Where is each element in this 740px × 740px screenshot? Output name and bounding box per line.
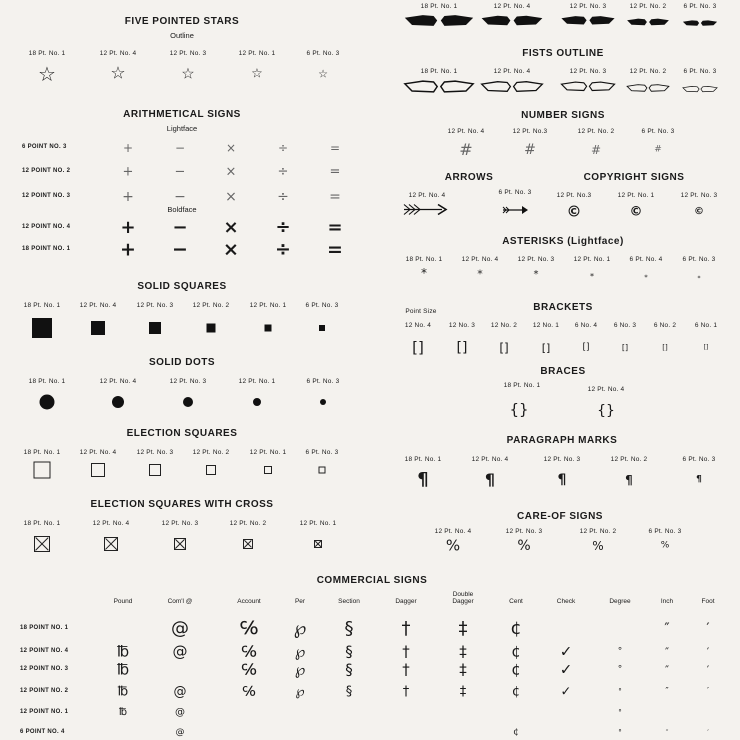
asterisk-label: 12 Pt. No. 1 xyxy=(573,256,611,263)
commercial-sign-icon: ″ xyxy=(665,686,669,697)
commercial-sign-icon: ℅ xyxy=(241,660,257,679)
commercial-sign-icon: ′ xyxy=(706,621,710,637)
copyright-icon: © xyxy=(694,206,704,217)
arith-sign-icon: + xyxy=(122,141,134,155)
bracket-label: 12 No. 4 xyxy=(404,322,432,329)
arith-sign-icon: = xyxy=(327,238,343,261)
commercial-sign-icon: § xyxy=(345,684,353,700)
commercial-sign-icon: ℔ xyxy=(118,707,128,718)
bracket-label: 6 No. 2 xyxy=(653,322,677,329)
commercial-sign-icon: † xyxy=(402,684,410,700)
star-size-label: 12 Pt. No. 4 xyxy=(99,50,137,57)
bracket-icon: [] xyxy=(703,344,709,351)
brace-icon: {} xyxy=(597,403,615,419)
asterisk-icon: * xyxy=(533,269,539,281)
commercial-row-label: 12 POINT NO. 1 xyxy=(20,709,69,715)
brace-icon: {} xyxy=(509,400,529,419)
copyright-icon: © xyxy=(629,204,643,220)
care-of-label: 6 Pt. No. 3 xyxy=(648,528,682,535)
commercial-sign-icon: ‡ xyxy=(459,684,467,700)
commercial-row-label: 12 POINT NO. 2 xyxy=(20,688,69,694)
bracket-label: 6 No. 3 xyxy=(613,322,637,329)
copyright-label: 12 Pt. No. 1 xyxy=(617,192,655,199)
arith-sign-icon: × xyxy=(225,164,237,180)
election-cross-icon xyxy=(243,539,253,549)
commercial-sign-icon: ℘ xyxy=(293,618,307,639)
commercial-sign-icon: ‡ xyxy=(458,618,468,639)
arrow-label: 12 Pt. No. 4 xyxy=(408,192,446,199)
commercial-sign-icon: ¢ xyxy=(510,618,522,639)
star-outline-icon: ☆ xyxy=(318,67,328,81)
arith-sign-icon: × xyxy=(223,217,239,238)
care-of-label: 12 Pt. No. 4 xyxy=(434,528,472,535)
commercial-col-header: Dagger xyxy=(395,598,417,605)
solid-square-icon xyxy=(32,318,52,338)
election-title: ELECTION SQUARES xyxy=(126,428,238,439)
fist-outline-label: 12 Pt. No. 2 xyxy=(629,68,667,75)
bracket-icon: [] xyxy=(541,341,551,355)
fist-outline-icon xyxy=(478,79,546,98)
commercial-col-header: Pound xyxy=(113,598,133,605)
careof-title: CARE-OF SIGNS xyxy=(517,511,603,522)
arith-sign-icon: = xyxy=(329,189,341,205)
commercial-row-label: 12 POINT NO. 3 xyxy=(20,666,69,672)
arith-sign-icon: + xyxy=(120,238,136,261)
arith-sign-icon: ÷ xyxy=(277,189,289,205)
arith-row-label: 18 POINT NO. 1 xyxy=(22,246,71,252)
arith-sub-boldface: Boldface xyxy=(167,205,197,214)
care-of-label: 12 Pt. No. 3 xyxy=(505,528,543,535)
commercial-sign-icon: ¢ xyxy=(511,684,521,700)
election-cross-icon xyxy=(314,540,322,548)
number-sign-icon: # xyxy=(654,144,662,155)
brace-label: 12 Pt. No. 4 xyxy=(587,386,625,393)
arith-sign-icon: + xyxy=(122,189,134,205)
star-outline-icon: ☆ xyxy=(181,64,195,83)
fist-solid-icon xyxy=(624,14,672,32)
election-square-icon xyxy=(91,463,105,477)
commercial-sign-icon: ℅ xyxy=(239,618,259,639)
fist-outline-icon xyxy=(680,80,720,98)
bracket-icon: [] xyxy=(662,343,668,352)
election-cross-label: 12 Pt. No. 2 xyxy=(229,520,267,527)
commercial-sign-icon: ℅ xyxy=(241,642,257,661)
arith-sign-icon: × xyxy=(225,141,237,155)
care-of-label: 12 Pt. No. 2 xyxy=(579,528,617,535)
solid-square-label: 18 Pt. No. 1 xyxy=(23,302,61,309)
commercial-sign-icon: ¢ xyxy=(511,660,521,679)
paragraph-mark-icon: ¶ xyxy=(625,473,633,487)
fists-outline-title: FISTS OUTLINE xyxy=(522,48,604,59)
number-sign-icon: # xyxy=(524,142,536,158)
commercial-sign-icon: ℅ xyxy=(242,684,256,700)
paragraph-label: 12 Pt. No. 4 xyxy=(471,456,509,463)
arith-sign-icon: − xyxy=(172,238,188,261)
brackets-title: BRACKETS xyxy=(533,302,593,313)
election-square-icon xyxy=(34,462,51,479)
commercial-sign-icon: ℔ xyxy=(116,642,130,661)
solid-dot-icon xyxy=(112,396,124,408)
commercial-sign-icon: ℘ xyxy=(295,684,305,700)
number-sign-label: 12 Pt. No. 4 xyxy=(447,128,485,135)
copyright-icon: © xyxy=(566,202,582,221)
commercial-sign-icon: § xyxy=(345,660,353,679)
commercial-col-header: Account xyxy=(237,598,261,605)
arith-row-label: 12 POINT NO. 3 xyxy=(22,193,71,199)
asterisks-title: ASTERISKS (Lightface) xyxy=(502,236,624,247)
commercial-sign-icon: @ xyxy=(175,707,185,718)
commercial-sign-icon: § xyxy=(345,642,353,661)
solid-square-icon xyxy=(91,321,105,335)
election-square-icon xyxy=(149,464,161,476)
bracket-label: 6 No. 4 xyxy=(574,322,598,329)
commercial-col-header: Foot xyxy=(701,598,715,605)
election-square-icon xyxy=(264,466,272,474)
fist-outline-label: 12 Pt. No. 4 xyxy=(493,68,531,75)
asterisk-icon: * xyxy=(697,275,701,282)
arith-sign-icon: × xyxy=(223,238,239,261)
commercial-sign-icon: @ xyxy=(171,618,189,639)
election-cross-label: 12 Pt. No. 3 xyxy=(161,520,199,527)
solid-dot-icon xyxy=(320,399,326,405)
commercial-sign-icon: ‡ xyxy=(459,660,467,679)
arith-sign-icon: ÷ xyxy=(275,217,291,238)
bracket-label: 12 No. 3 xyxy=(448,322,476,329)
fist-outline-icon xyxy=(558,80,618,98)
commercial-row-label: 18 POINT NO. 1 xyxy=(20,625,69,631)
election-cross-title: ELECTION SQUARES WITH CROSS xyxy=(90,499,274,510)
number-sign-label: 6 Pt. No. 3 xyxy=(641,128,675,135)
paragraph-label: 12 Pt. No. 3 xyxy=(543,456,581,463)
solid-square-label: 12 Pt. No. 1 xyxy=(249,302,287,309)
arrow-label: 6 Pt. No. 3 xyxy=(498,189,532,196)
bracket-icon: [] xyxy=(499,341,509,355)
commercial-sign-icon: ′ xyxy=(707,728,709,737)
arith-sign-icon: = xyxy=(329,141,341,155)
fist-solid-icon xyxy=(680,14,720,32)
election-square-label: 18 Pt. No. 1 xyxy=(23,449,61,456)
arrow-icon xyxy=(402,203,448,222)
arith-sign-icon: − xyxy=(174,164,186,180)
asterisk-label: 12 Pt. No. 4 xyxy=(461,256,499,263)
solid-dot-label: 12 Pt. No. 4 xyxy=(99,378,137,385)
fist-outline-label: 12 Pt. No. 3 xyxy=(569,68,607,75)
commercial-sign-icon: ℔ xyxy=(116,660,130,679)
paragraph-label: 6 Pt. No. 3 xyxy=(682,456,716,463)
arith-sign-icon: ÷ xyxy=(277,141,289,155)
arith-sign-icon: × xyxy=(225,189,237,205)
star-size-label: 6 Pt. No. 3 xyxy=(306,50,340,57)
fist-solid-label: 12 Pt. No. 2 xyxy=(629,3,667,10)
brackets-point-size: Point Size xyxy=(405,308,437,315)
election-cross-icon xyxy=(34,536,50,552)
asterisk-icon: * xyxy=(644,273,648,282)
fist-outline-label: 6 Pt. No. 3 xyxy=(683,68,717,75)
commercial-col-header: Section xyxy=(338,598,360,605)
arrows-title: ARROWS xyxy=(444,172,494,183)
commercial-sign-icon: † xyxy=(402,660,410,679)
braces-title: BRACES xyxy=(540,366,586,377)
solid-dots-title: SOLID DOTS xyxy=(148,357,216,368)
arith-sign-icon: − xyxy=(174,189,186,205)
arith-sign-icon: = xyxy=(327,217,343,238)
commercial-sign-icon: ″ xyxy=(664,663,670,677)
commercial-sign-icon: § xyxy=(344,618,354,639)
commercial-sign-icon: ′ xyxy=(706,645,710,659)
copyright-label: 12 Pt. No.3 xyxy=(556,192,592,199)
brace-label: 18 Pt. No. 1 xyxy=(503,382,541,389)
solid-dot-label: 12 Pt. No. 3 xyxy=(169,378,207,385)
commercial-col-header: Com'l @ xyxy=(167,598,193,605)
paragraph-mark-icon: ¶ xyxy=(557,472,567,488)
commercial-sign-icon: † xyxy=(401,618,411,639)
commercial-sign-icon: ✓ xyxy=(560,684,572,700)
solid-dot-icon xyxy=(40,395,55,410)
election-cross-icon xyxy=(174,538,186,550)
commercial-sign-icon: ° xyxy=(618,687,622,696)
paragraph-label: 18 Pt. No. 1 xyxy=(404,456,442,463)
paragraph-mark-icon: ¶ xyxy=(417,469,429,490)
arith-row-label: 12 POINT NO. 2 xyxy=(22,168,71,174)
bracket-icon: [] xyxy=(621,343,629,352)
commercial-col-header: Inch xyxy=(660,598,674,605)
commercial-sign-icon: ° xyxy=(618,728,622,737)
fist-solid-label: 6 Pt. No. 3 xyxy=(683,3,717,10)
care-of-icon: % xyxy=(592,539,604,553)
solid-square-icon xyxy=(265,325,272,332)
commercial-row-label: 6 POINT NO. 4 xyxy=(20,729,65,735)
arith-row-label: 12 POINT NO. 4 xyxy=(22,224,71,230)
bracket-icon: [] xyxy=(412,338,424,357)
arith-row-label: 6 POINT NO. 3 xyxy=(22,144,67,150)
star-outline-icon: ☆ xyxy=(110,63,126,84)
election-square-label: 12 Pt. No. 1 xyxy=(249,449,287,456)
arith-sign-icon: + xyxy=(120,217,136,238)
star-outline-icon: ☆ xyxy=(38,62,56,86)
care-of-icon: % xyxy=(445,536,461,555)
commercial-sign-icon: ℘ xyxy=(294,660,306,679)
asterisk-icon: * xyxy=(477,267,483,281)
bracket-icon: [] xyxy=(582,342,590,353)
commercial-sign-icon: @ xyxy=(172,642,188,661)
bracket-label: 12 No. 1 xyxy=(532,322,560,329)
star-size-label: 18 Pt. No. 1 xyxy=(28,50,66,57)
arrow-icon xyxy=(501,202,529,220)
arith-sign-icon: − xyxy=(172,217,188,238)
commercial-sign-icon: ″ xyxy=(664,645,670,659)
number-sign-label: 12 Pt. No. 2 xyxy=(577,128,615,135)
election-square-icon xyxy=(206,465,216,475)
commercial-sign-icon: ¢ xyxy=(513,727,519,738)
stars-title: FIVE POINTED STARS xyxy=(124,16,240,27)
election-square-label: 6 Pt. No. 3 xyxy=(305,449,339,456)
care-of-icon: % xyxy=(517,538,531,554)
paragraph-mark-icon: ¶ xyxy=(484,470,496,489)
solid-dot-icon xyxy=(183,397,193,407)
fist-outline-icon xyxy=(624,80,672,98)
fist-solid-label: 12 Pt. No. 3 xyxy=(569,3,607,10)
commercial-sign-icon: † xyxy=(402,642,410,661)
bracket-icon: [] xyxy=(456,340,468,356)
arith-sign-icon: ÷ xyxy=(275,238,291,261)
commercial-sign-icon: @ xyxy=(175,727,185,738)
commercial-sign-icon: ′ xyxy=(706,663,710,677)
asterisk-icon: * xyxy=(590,271,594,281)
commercial-col-header: Cent xyxy=(509,598,523,605)
solid-dot-icon xyxy=(253,398,261,406)
commercial-sign-icon: ‡ xyxy=(459,642,467,661)
asterisk-label: 12 Pt. No. 3 xyxy=(517,256,555,263)
commercial-sign-icon: ✓ xyxy=(559,642,573,661)
election-cross-label: 18 Pt. No. 1 xyxy=(23,520,61,527)
solid-dot-label: 12 Pt. No. 1 xyxy=(238,378,276,385)
election-square-label: 12 Pt. No. 3 xyxy=(136,449,174,456)
commercial-sign-icon: ″ xyxy=(665,728,669,737)
commercial-row-label: 12 POINT NO. 4 xyxy=(20,648,69,654)
commercial-sign-icon: ✓ xyxy=(559,660,573,679)
arith-sign-icon: ÷ xyxy=(277,164,289,180)
fist-solid-label: 18 Pt. No. 1 xyxy=(420,3,458,10)
commercial-sign-icon: ¢ xyxy=(511,642,521,661)
asterisk-label: 18 Pt. No. 1 xyxy=(405,256,443,263)
commercial-col-header: Double Dagger xyxy=(452,591,474,606)
arith-sign-icon: − xyxy=(174,141,186,155)
bracket-label: 6 No. 1 xyxy=(694,322,718,329)
election-cross-icon xyxy=(104,537,118,551)
solid-dot-label: 18 Pt. No. 1 xyxy=(28,378,66,385)
solid-square-label: 6 Pt. No. 3 xyxy=(305,302,339,309)
election-cross-label: 12 Pt. No. 4 xyxy=(92,520,130,527)
election-cross-label: 12 Pt. No. 1 xyxy=(299,520,337,527)
fist-solid-icon xyxy=(478,13,546,32)
solid-squares-title: SOLID SQUARES xyxy=(137,281,227,292)
paragraph-mark-icon: ¶ xyxy=(696,474,702,485)
election-square-label: 12 Pt. No. 2 xyxy=(192,449,230,456)
commercial-sign-icon: @ xyxy=(173,684,187,700)
solid-square-icon xyxy=(149,322,161,334)
star-size-label: 12 Pt. No. 3 xyxy=(169,50,207,57)
fist-solid-icon xyxy=(401,12,477,33)
commercial-col-header: Degree xyxy=(609,598,631,605)
copyright-title: COPYRIGHT SIGNS xyxy=(583,172,685,183)
election-square-icon xyxy=(319,467,326,474)
commercial-col-header: Check xyxy=(556,598,576,605)
election-square-label: 12 Pt. No. 4 xyxy=(79,449,117,456)
number-sign-label: 12 Pt. No.3 xyxy=(512,128,548,135)
asterisk-label: 6 Pt. No. 3 xyxy=(682,256,716,263)
solid-square-label: 12 Pt. No. 3 xyxy=(136,302,174,309)
copyright-label: 12 Pt. No. 3 xyxy=(680,192,718,199)
commercial-sign-icon: ′ xyxy=(706,686,710,697)
commercial-col-header: Per xyxy=(294,598,306,605)
fist-solid-icon xyxy=(558,14,618,32)
paragraph-title: PARAGRAPH MARKS xyxy=(506,435,618,446)
asterisk-label: 6 Pt. No. 4 xyxy=(629,256,663,263)
commercial-sign-icon: ″ xyxy=(664,621,670,637)
paragraph-label: 12 Pt. No. 2 xyxy=(610,456,648,463)
fist-outline-label: 18 Pt. No. 1 xyxy=(420,68,458,75)
commercial-sign-icon: ℔ xyxy=(117,684,129,700)
commercial-title: COMMERCIAL SIGNS xyxy=(316,575,428,586)
star-outline-icon: ☆ xyxy=(251,66,263,82)
star-size-label: 12 Pt. No. 1 xyxy=(238,50,276,57)
asterisk-icon: * xyxy=(421,266,427,280)
number-signs-title: NUMBER SIGNS xyxy=(521,110,605,121)
commercial-sign-icon: ° xyxy=(618,708,622,717)
commercial-sign-icon: ° xyxy=(617,646,623,657)
fist-outline-icon xyxy=(401,78,477,99)
solid-square-label: 12 Pt. No. 4 xyxy=(79,302,117,309)
commercial-sign-icon: ℘ xyxy=(294,642,306,661)
solid-square-icon xyxy=(207,324,216,333)
solid-dot-label: 6 Pt. No. 3 xyxy=(306,378,340,385)
commercial-sign-icon: ° xyxy=(617,664,623,675)
care-of-icon: % xyxy=(660,540,670,551)
bracket-label: 12 No. 2 xyxy=(490,322,518,329)
number-sign-icon: # xyxy=(459,140,473,159)
solid-square-label: 12 Pt. No. 2 xyxy=(192,302,230,309)
fist-solid-label: 12 Pt. No. 4 xyxy=(493,3,531,10)
arith-sub-lightface: Lightface xyxy=(166,124,198,133)
arith-sign-icon: + xyxy=(122,164,134,180)
arith-title: ARITHMETICAL SIGNS xyxy=(123,109,241,120)
stars-subtitle: Outline xyxy=(170,31,194,40)
arith-sign-icon: = xyxy=(329,164,341,180)
solid-square-icon xyxy=(319,325,325,331)
number-sign-icon: # xyxy=(590,143,602,157)
